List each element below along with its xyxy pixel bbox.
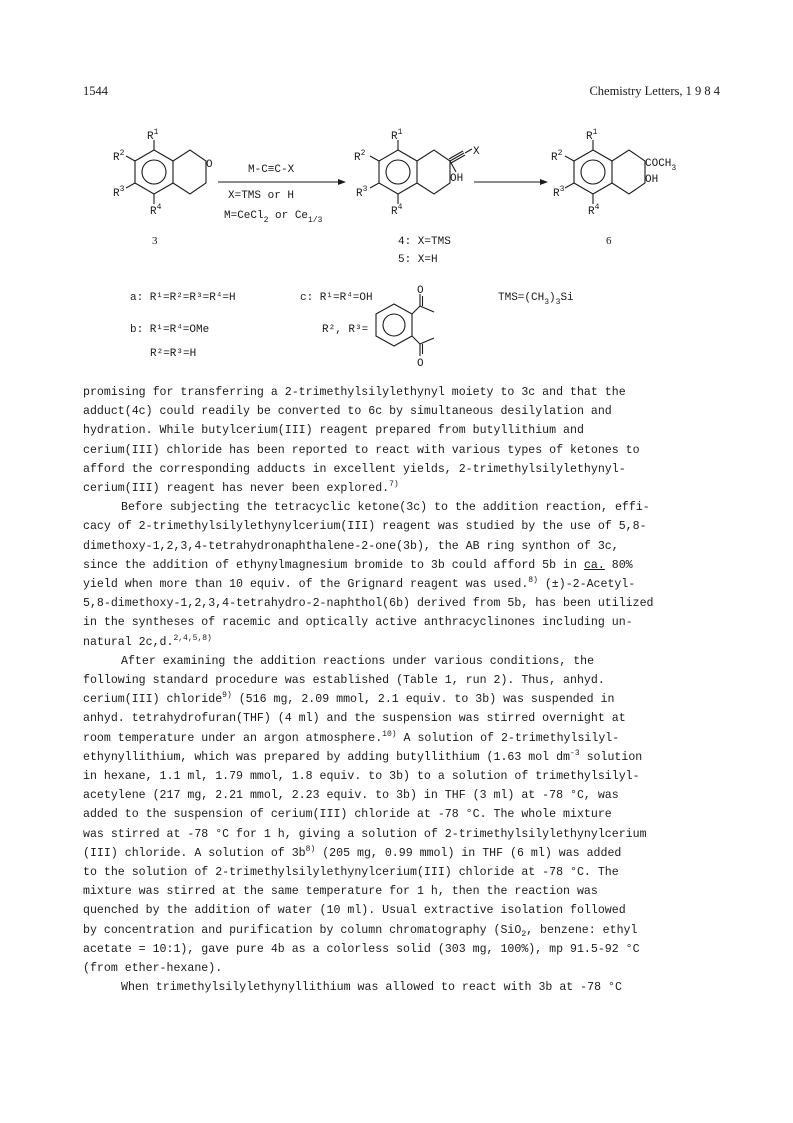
body-text (83, 383, 715, 998)
svg-text:R4: $R^4$ (588, 203, 600, 218)
tms-definition: $TMS=(CH_3)_3Si$ (498, 292, 574, 307)
compound-3-label: 3 (152, 235, 158, 247)
journal-header: Chemistry Letters, 1 9 8 4 (589, 84, 720, 98)
paragraph-4: When trimethylsilylethynyllithium was allowed to react with 3b at -78 °C (121, 981, 622, 995)
compound-4-label: 4: X=TMS (398, 236, 451, 248)
svg-text:R1: $R^1$ (586, 128, 598, 143)
svg-text:R2: $R^2$ (354, 149, 366, 164)
svg-text:O: O (417, 358, 424, 370)
compound-6-structure (551, 128, 676, 218)
def-b: b: R¹=R⁴=OMe (130, 324, 210, 336)
compound-3-structure (113, 128, 213, 218)
condition-x: X=TMS or H (228, 190, 295, 202)
paragraph-1: promising for transferring a 2-trimethylsilylethynyl moiety to 3c and that the adduct(4c) could readily be converted to 6c by simultaneous desilylation and hydration. While butylcerium(III) reagent prepared from butyllithium and cerium(III) chloride has been reported to react with various types of ketones to afford the corresponding adducts in excellent yields, 2-trimethylsilylethynyl- cerium(III) reagent has never been explored.$^{7)}$ (83, 386, 640, 496)
svg-text:R2: $R^2$ (113, 149, 125, 164)
svg-text:R4: $R^4$ (391, 203, 403, 218)
svg-text:R1: $R^1$ (391, 128, 403, 143)
def-b2: R²=R³=H (150, 348, 197, 360)
reaction-scheme (0, 0, 793, 380)
def-a: a: R¹=R²=R³=R⁴=H (130, 292, 236, 304)
def-c2: R², R³= (322, 324, 369, 336)
reagent-label: M-C≡C-X (248, 164, 295, 176)
compound-4-5-structure (354, 128, 480, 218)
svg-text:OH: OH (645, 174, 659, 186)
def-c: c: R¹=R⁴=OH (300, 292, 373, 304)
quinone-fragment (376, 285, 434, 370)
svg-text:X: X (473, 146, 480, 158)
svg-text:R4: $R^4$ (150, 203, 162, 218)
page-number: 1544 (83, 84, 108, 98)
paragraph-3: After examining the addition reactions under various conditions, the following standard procedure was established (Table 1, run 2). Thus, anhyd. cerium(III) chloride$^{9)}$ (516 mg, 2.09 mmol, 2.1 equiv. to 3b) was suspended in anhyd. tetrahydrofuran(THF) (4 ml) and the suspension was stirred overnight at room temperature under an argon atmosphere.$^{10)}$ A solution of 2-trimethylsilyl- ethynyllithium, which was prepared by adding butyllithium (1.63 mol $dm^{-3}$ solution in hexane, 1.1 ml, 1.79 mmol, 1.8 equiv. to 3b) to a solution of trimethylsilyl- acetylene (217 mg, 2.21 mmol, 2.23 equiv. to 3b) in THF (3 ml) at -78 °C, was added to the suspension of cerium(III) chloride at -78 °C. The whole mixture was stirred at -78 °C for 1 h, giving a solution of 2-trimethylsilylethynylcerium (III) chloride. A solution of $3b^{8)}$ (205 mg, 0.99 mmol) in THF (6 ml) was added to the solution of 2-trimethylsilylethynylcerium(III) chloride at -78 °C. The mixture was stirred at the same temperature for 1 h, then the reaction was quenched by the addition of water (10 ml). Usual extractive isolation followed by concentration and purification by column chromatography (SiO$_2$, benzene: ethyl acetate = 10:1), gave pure 4b as a colorless solid (303 mg, 100%), mp 91.5-92 °C (from ether-hexane). (83, 654, 647, 976)
svg-text:R3: $R^3$ (553, 185, 565, 200)
paragraph-2: Before subjecting the tetracyclic ketone(3c) to the addition reaction, effi- cacy of 2-trimethylsilylethynylcerium(III) reagent was studied by the use of 5,8- dimethoxy-1,2,3,4-tetrahydronaphthalene-2-one(3b), the AB ring synthon of 3c, since the addition of ethynylmagnesium bromide to 3b could afford 5b in ca. 80% yield when more than 10 equiv. of the Grignard reagent was used.$^{8)}$ (±)-2-Acetyl- 5,8-dimethoxy-1,2,3,4-tetrahydro-2-naphthol(6b) derived from 5b, has been utilized in the syntheses of racemic and optically active anthracyclinones including un- natural 2c,d.$^{2,4,5,8)}$ (83, 501, 654, 649)
svg-text:R2: $R^2$ (551, 149, 563, 164)
svg-text:R1: $R^1$ (147, 128, 159, 143)
svg-text:R3: $R^3$ (356, 185, 368, 200)
compound-5-label: 5: X=H (398, 254, 438, 266)
compound-6-label: 6 (606, 235, 612, 247)
svg-text:COCH3: $COCH_3$ (645, 158, 677, 173)
svg-text:O: O (417, 285, 424, 297)
svg-text:O: O (206, 159, 213, 171)
svg-text:R3: $R^3$ (113, 185, 125, 200)
svg-text:OH: OH (450, 173, 464, 185)
condition-m: M=CeCl$_2$ or $Ce_{1/3}$ (224, 210, 323, 225)
